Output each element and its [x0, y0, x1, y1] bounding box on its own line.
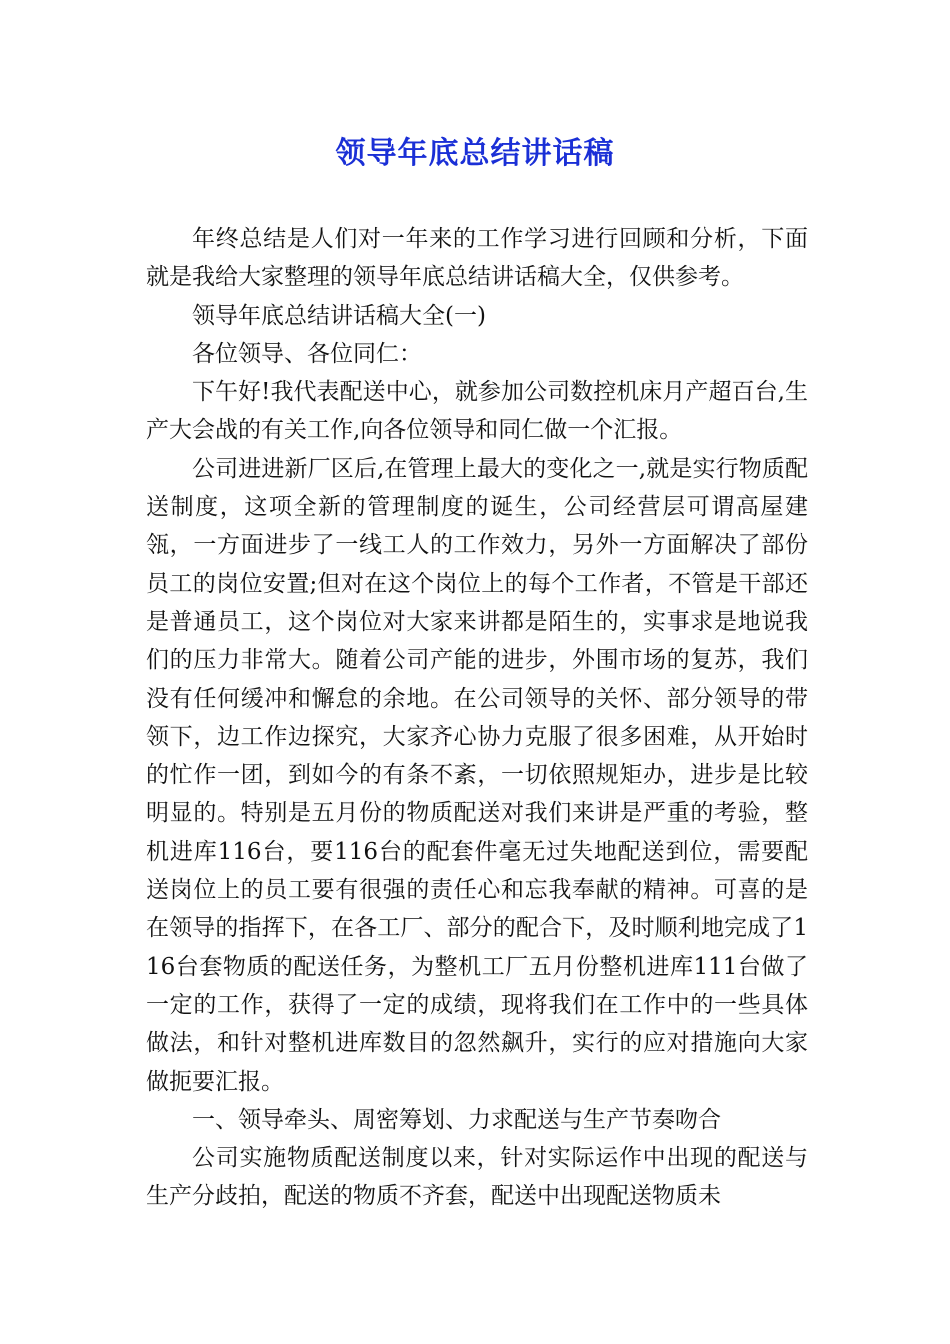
document-title: 领导年底总结讲话稿: [335, 136, 615, 171]
paragraph-section-heading: 领导年底总结讲话稿大全(一): [192, 302, 486, 329]
document-body: [146, 220, 808, 1216]
paragraph-salutation: 各位领导、各位同仁：: [192, 340, 422, 367]
paragraph-greeting: 下午好!我代表配送中心，就参加公司数控机床月产超百台,生产大会战的有关工作,向各位领导和同仁做一个汇报。: [146, 379, 808, 444]
paragraph-subheading: 一、领导牵头、周密筹划、力求配送与生产节奏吻合: [192, 1106, 721, 1133]
paragraph-intro: 年终总结是人们对一年来的工作学习进行回顾和分析，下面就是我给大家整理的领导年底总结讲话稿大全，仅供参考。: [146, 226, 808, 291]
paragraph-continuation: 公司实施物质配送制度以来，针对实际运作中出现的配送与生产分歧拍，配送的物质不齐套，配送中出现配送物质未: [146, 1145, 808, 1210]
paragraph-main: 公司进进新厂区后,在管理上最大的变化之一,就是实行物质配送制度，这项全新的管理制度的诞生，公司经营层可谓高屋建瓴，一方面进步了一线工人的工作效力，另外一方面解决了部份员工的岗位安置;但对在这个岗位上的每个工作者，不管是干部还是普通员工，这个岗位对大家来讲都是陌生的，实事求是地说我们的压力非常大。随着公司产能的进步，外围市场的复苏，我们没有任何缓冲和懈怠的余地。在公司领导的关怀、部分领导的带领下，边工作边探究，大家齐心协力克服了很多困难，从开始时的忙作一团，到如今的有条不紊，一切依照规矩办，进步是比较明显的。特别是五月份的物质配送对我们来讲是严重的考验，整机进库116台，要116台的配套件毫无过失地配送到位，需要配送岗位上的员工要有很强的责任心和忘我奉献的精神。可喜的是在领导的指挥下，在各工厂、部分的配合下，及时顺利地完成了116台套物质的配送任务，为整机工厂五月份整机进库111台做了一定的工作，获得了一定的成绩，现将我们在工作中的一些具体做法，和针对整机进库数目的忽然飙升，实行的应对措施向大家做扼要汇报。: [146, 455, 808, 1095]
